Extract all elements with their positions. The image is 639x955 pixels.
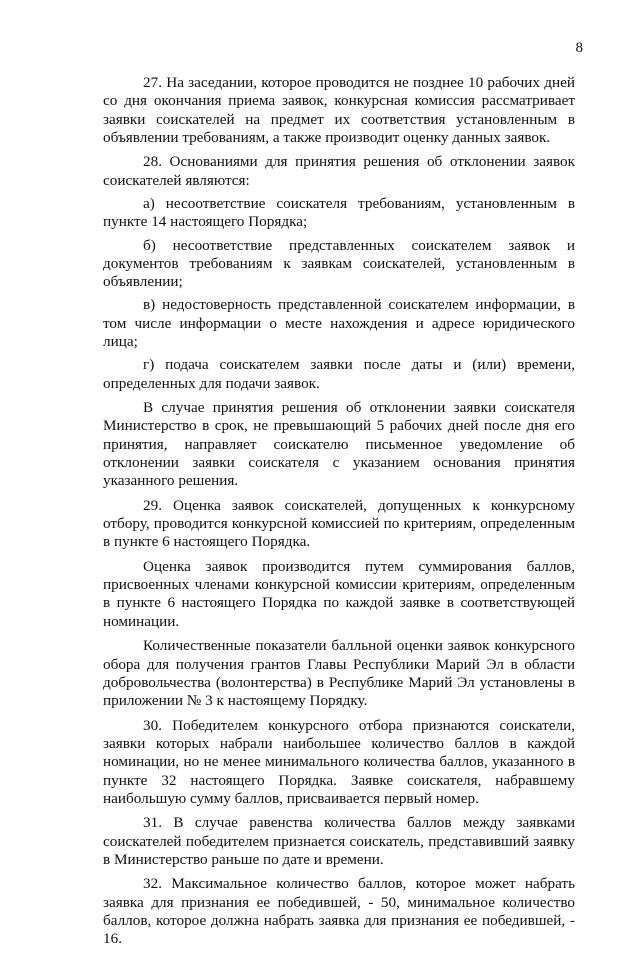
page-number: 8: [575, 40, 583, 56]
paragraph-28-item-a: а) несоответствие соискателя требованиям, установленным в пункте 14 настоящего Порядка;: [103, 194, 575, 231]
paragraph-29-scoring: Оценка заявок производится путем суммирования баллов, присвоенных членами конкурсной комиссии критериям, определенным в пункте 6 настоящего Порядка по каждой заявке в соответствующей номинации.: [103, 557, 575, 630]
paragraph-32: 32. Максимальное количество баллов, которое может набрать заявка для признания ее победившей, - 50, минимальное количество баллов, которое должна набрать заявка для признания ее победившей, - 16.: [103, 875, 575, 948]
paragraph-28: 28. Основаниями для принятия решения об отклонении заявок соискателей являются:: [103, 153, 575, 189]
document-body: [103, 74, 575, 955]
paragraph-31: 31. В случае равенства количества баллов между заявками соискателей победителем признается соискатель, представивший заявку в Министерство раньше по дате и времени.: [103, 814, 575, 868]
paragraph-27: 27. На заседании, которое проводится не позднее 10 рабочих дней со дня окончания приема заявок, конкурсная комиссия рассматривает заявки соискателей на предмет их соответствия установленным в объявлении требованиям, а также производит оценку данных заявок.: [103, 74, 575, 146]
paragraph-28-item-g: г) подача соискателем заявки после даты и (или) времени, определенных для подачи заявок.: [103, 356, 575, 392]
paragraph-28-item-v: в) недостоверность представленной соискателем информации, в том числе информации о месте нахождения и адресе юридического лица;: [103, 296, 575, 351]
paragraph-rejection-notice: В случае принятия решения об отклонении заявки соискателя Министерство в срок, не превышающий 5 рабочих дней после дня его принятия, направляет соискателю письменное уведомление об отклонении заявки соискателя с указанием основания принятия указанного решения.: [103, 399, 575, 490]
paragraph-30: 30. Победителем конкурсного отбора признаются соискатели, заявки которых набрали наибольшее количество баллов в каждой номинации, но не менее минимального количества баллов, указанного в пункте 32 настоящего Порядка. Заявке соискателя, набравшему наибольшую сумму баллов, присваивается первый номер.: [103, 716, 575, 807]
paragraph-28-item-b: б) несоответствие представленных соискателем заявок и документов требованиям к заявкам соискателей, установленным в объявлении;: [103, 236, 575, 291]
paragraph-29: 29. Оценка заявок соискателей, допущенных к конкурсному отбору, проводится конкурсной комиссией по критериям, определенным в пункте 6 настоящего Порядка.: [103, 496, 575, 551]
paragraph-29-indicators: Количественные показатели балльной оценки заявок конкурсного обора для получения грантов Главы Республики Марий Эл в области добровольчества (волонтерства) в Республике Марий Эл установлены в приложении № 3 к настоящему Порядку.: [103, 637, 575, 710]
